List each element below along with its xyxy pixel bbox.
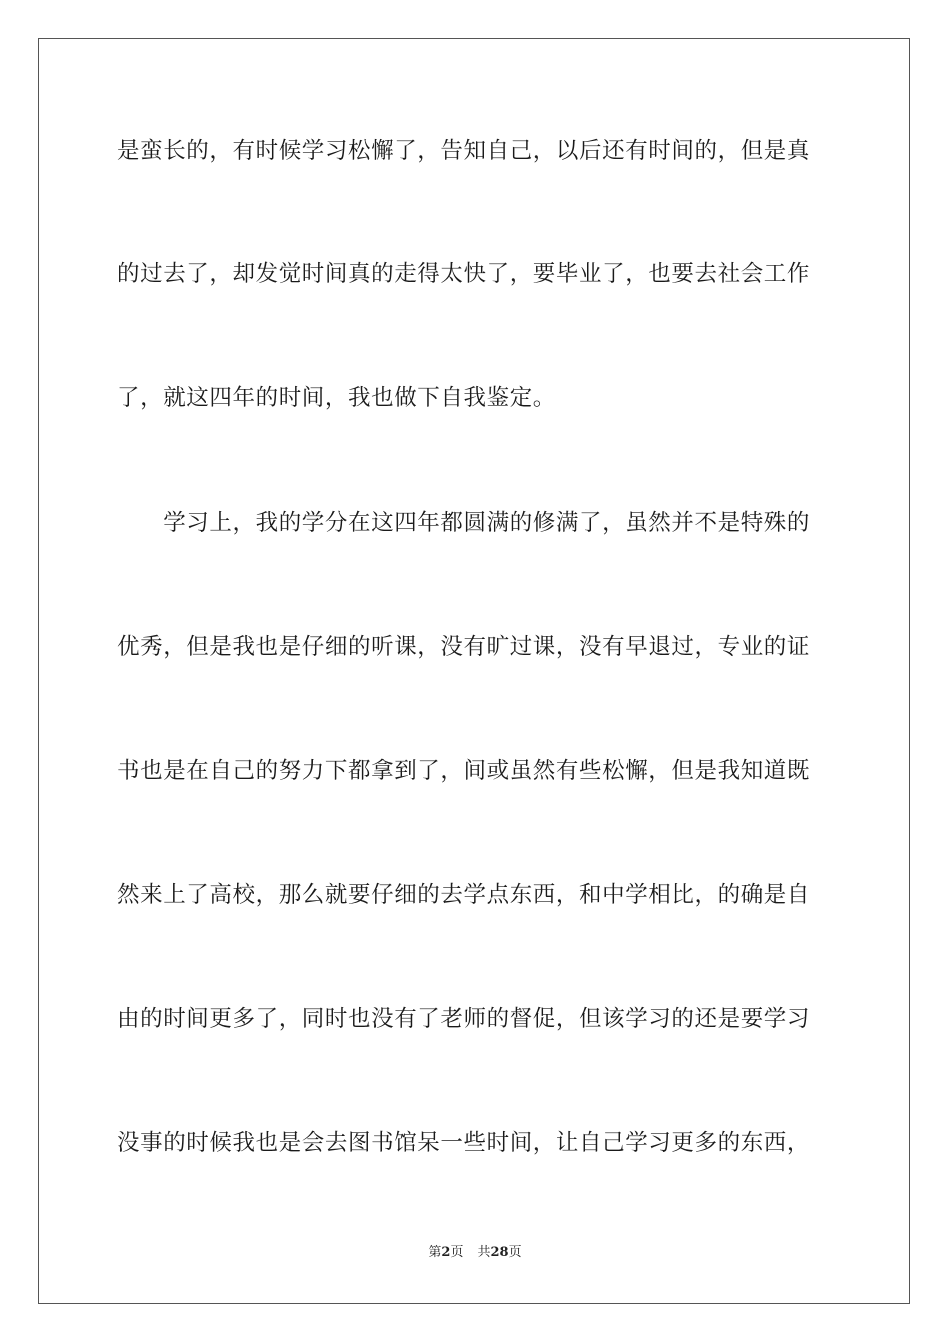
paragraph-start-line: 学习上，我的学分在这四年都圆满的修满了，虽然并不是特殊的 <box>117 510 811 536</box>
text-line: 然来上了高校，那么就要仔细的去学点东西，和中学相比，的确是自 <box>117 882 811 908</box>
total-pages: 28 <box>490 1245 509 1260</box>
text-line: 是蛮长的，有时候学习松懈了，告知自己，以后还有时间的，但是真 <box>117 138 811 164</box>
text-line: 优秀，但是我也是仔细的听课，没有旷过课，没有早退过，专业的证 <box>117 634 811 660</box>
text-line: 由的时间更多了，同时也没有了老师的督促，但该学习的还是要学习 <box>117 1006 811 1032</box>
text-line: 的过去了，却发觉时间真的走得太快了，要毕业了，也要去社会工作 <box>117 261 811 287</box>
text-line: 书也是在自己的努力下都拿到了，间或虽然有些松懈，但是我知道既 <box>117 758 811 784</box>
page-footer <box>0 1244 950 1262</box>
page-border <box>38 38 910 1304</box>
page-number: 2 <box>441 1245 451 1260</box>
page-prefix: 第 <box>428 1245 442 1260</box>
page-suffix: 页 <box>450 1245 464 1260</box>
total-prefix: 共 <box>477 1245 491 1260</box>
text-line: 了，就这四年的时间，我也做下自我鉴定。 <box>117 385 556 411</box>
total-suffix: 页 <box>508 1245 522 1260</box>
text-line: 没事的时候我也是会去图书馆呆一些时间，让自己学习更多的东西， <box>117 1130 811 1156</box>
